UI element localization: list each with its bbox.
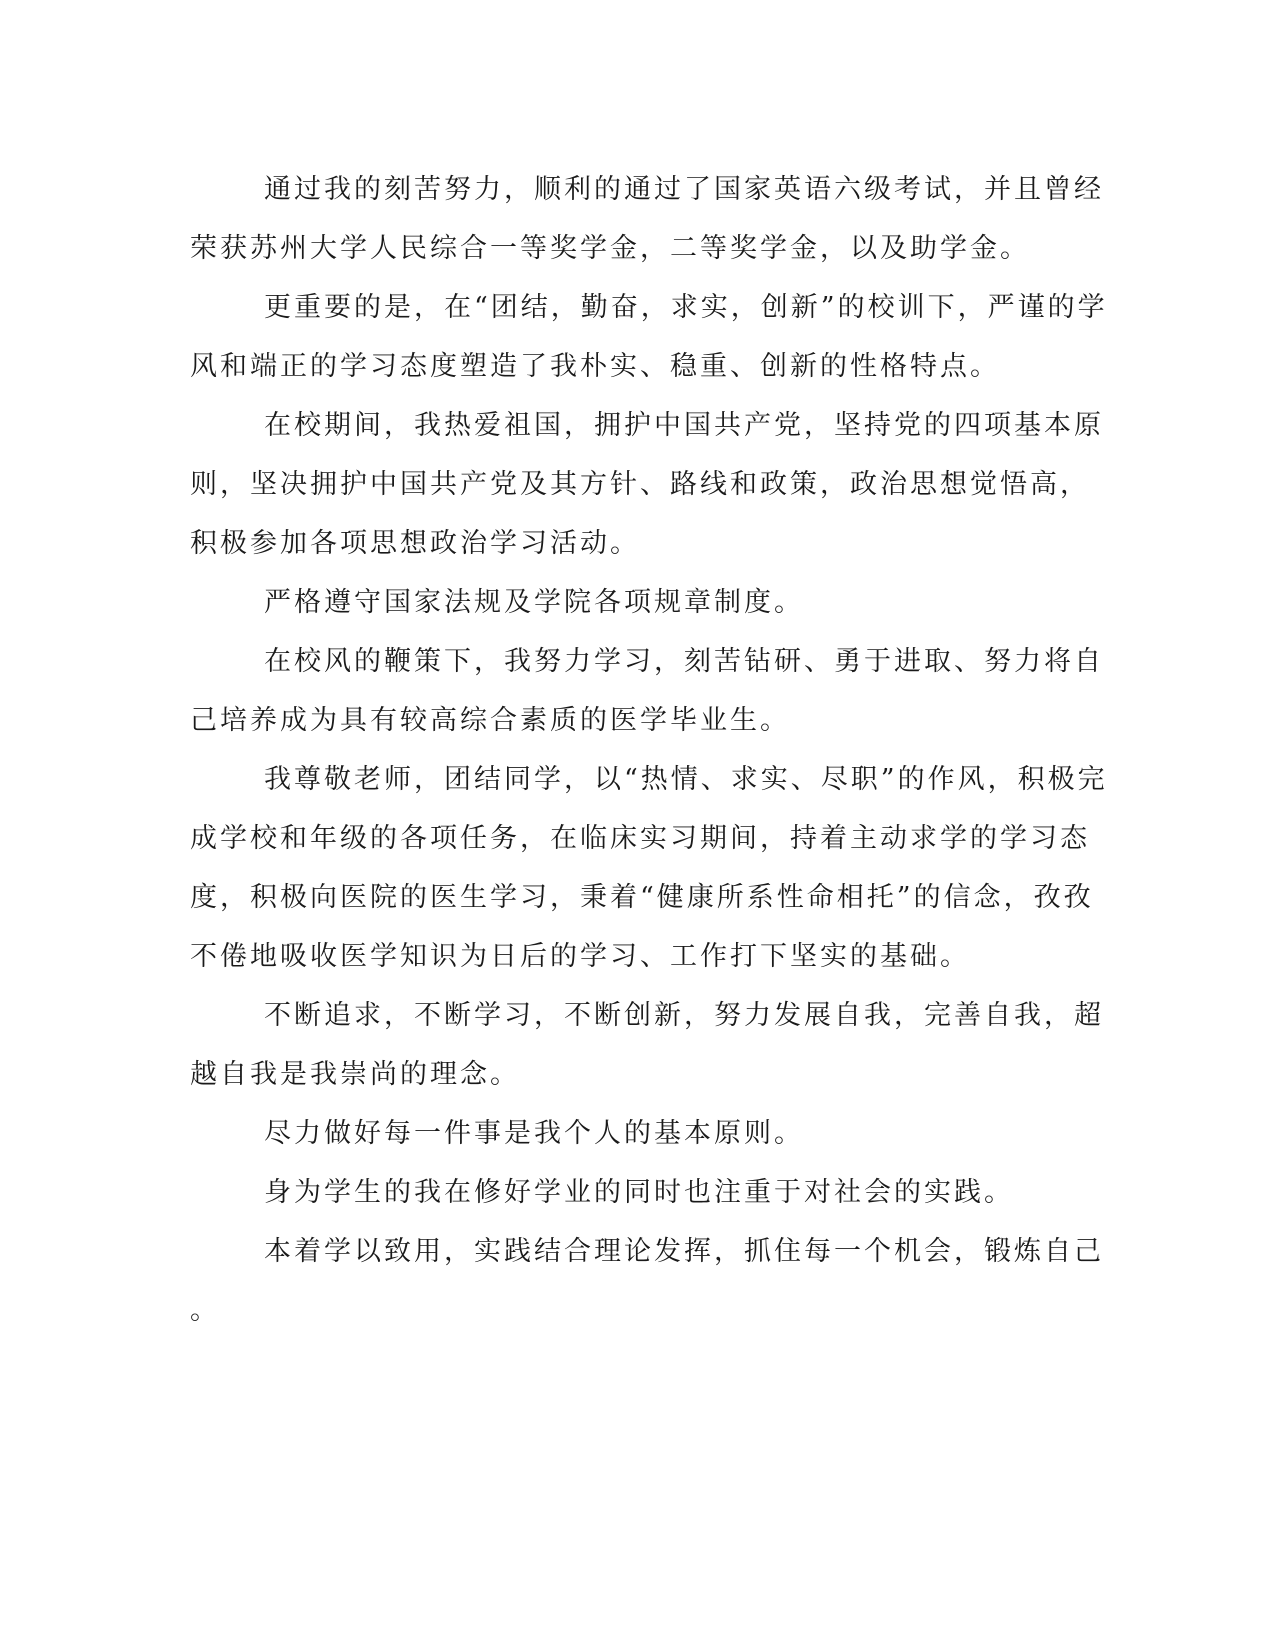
text-line: 不倦地吸收医学知识为日后的学习、工作打下坚实的基础。 (190, 941, 970, 972)
text-line: 身为学生的我在修好学业的同时也注重于对社会的实践。 (264, 1177, 1014, 1208)
paragraph-2 (190, 278, 1108, 396)
text-line: 通过我的刻苦努力，顺利的通过了国家英语六级考试，并且曾经 (264, 174, 1104, 205)
text-line: 在校风的鞭策下，我努力学习，刻苦钻研、勇于进取、努力将自 (264, 646, 1104, 677)
text-line: 荣获苏州大学人民综合一等奖学金，二等奖学金，以及助学金。 (190, 233, 1030, 264)
text-line: 己培养成为具有较高综合素质的医学毕业生。 (190, 705, 790, 736)
paragraph-8 (190, 1104, 1085, 1163)
text-line: 本着学以致用，实践结合理论发挥，抓住每一个机会，锻炼自己 (264, 1236, 1104, 1267)
text-line: 成学校和年级的各项任务，在临床实习期间，持着主动求学的学习态 (190, 823, 1090, 854)
text-line: 度，积极向医院的医生学习，秉着“健康所系性命相托”的信念，孜孜 (190, 882, 1094, 913)
text-line: 尽力做好每一件事是我个人的基本原则。 (264, 1118, 804, 1149)
text-line: 则，坚决拥护中国共产党及其方针、路线和政策，政治思想觉悟高， (190, 469, 1090, 500)
paragraph-5 (190, 632, 1104, 750)
text-line: 不断追求，不断学习，不断创新，努力发展自我，完善自我，超 (264, 1000, 1104, 1031)
text-line: 。 (190, 1295, 220, 1326)
text-line: 更重要的是，在“团结，勤奋，求实，创新”的校训下，严谨的学 (264, 292, 1108, 323)
paragraph-1 (190, 160, 1104, 278)
text-line: 在校期间，我热爱祖国，拥护中国共产党，坚持党的四项基本原 (264, 410, 1104, 441)
paragraph-9 (190, 1163, 1085, 1222)
text-line: 越自我是我崇尚的理念。 (190, 1059, 520, 1090)
paragraph-10 (190, 1222, 1104, 1340)
text-line: 积极参加各项思想政治学习活动。 (190, 528, 640, 559)
paragraph-4 (190, 573, 1085, 632)
text-line: 严格遵守国家法规及学院各项规章制度。 (264, 587, 804, 618)
document-body (190, 160, 1108, 1340)
paragraph-3 (190, 396, 1104, 573)
text-line: 我尊敬老师，团结同学，以“热情、求实、尽职”的作风，积极完 (264, 764, 1108, 795)
text-line: 风和端正的学习态度塑造了我朴实、稳重、创新的性格特点。 (190, 351, 1000, 382)
paragraph-6 (190, 750, 1108, 986)
paragraph-7 (190, 986, 1104, 1104)
